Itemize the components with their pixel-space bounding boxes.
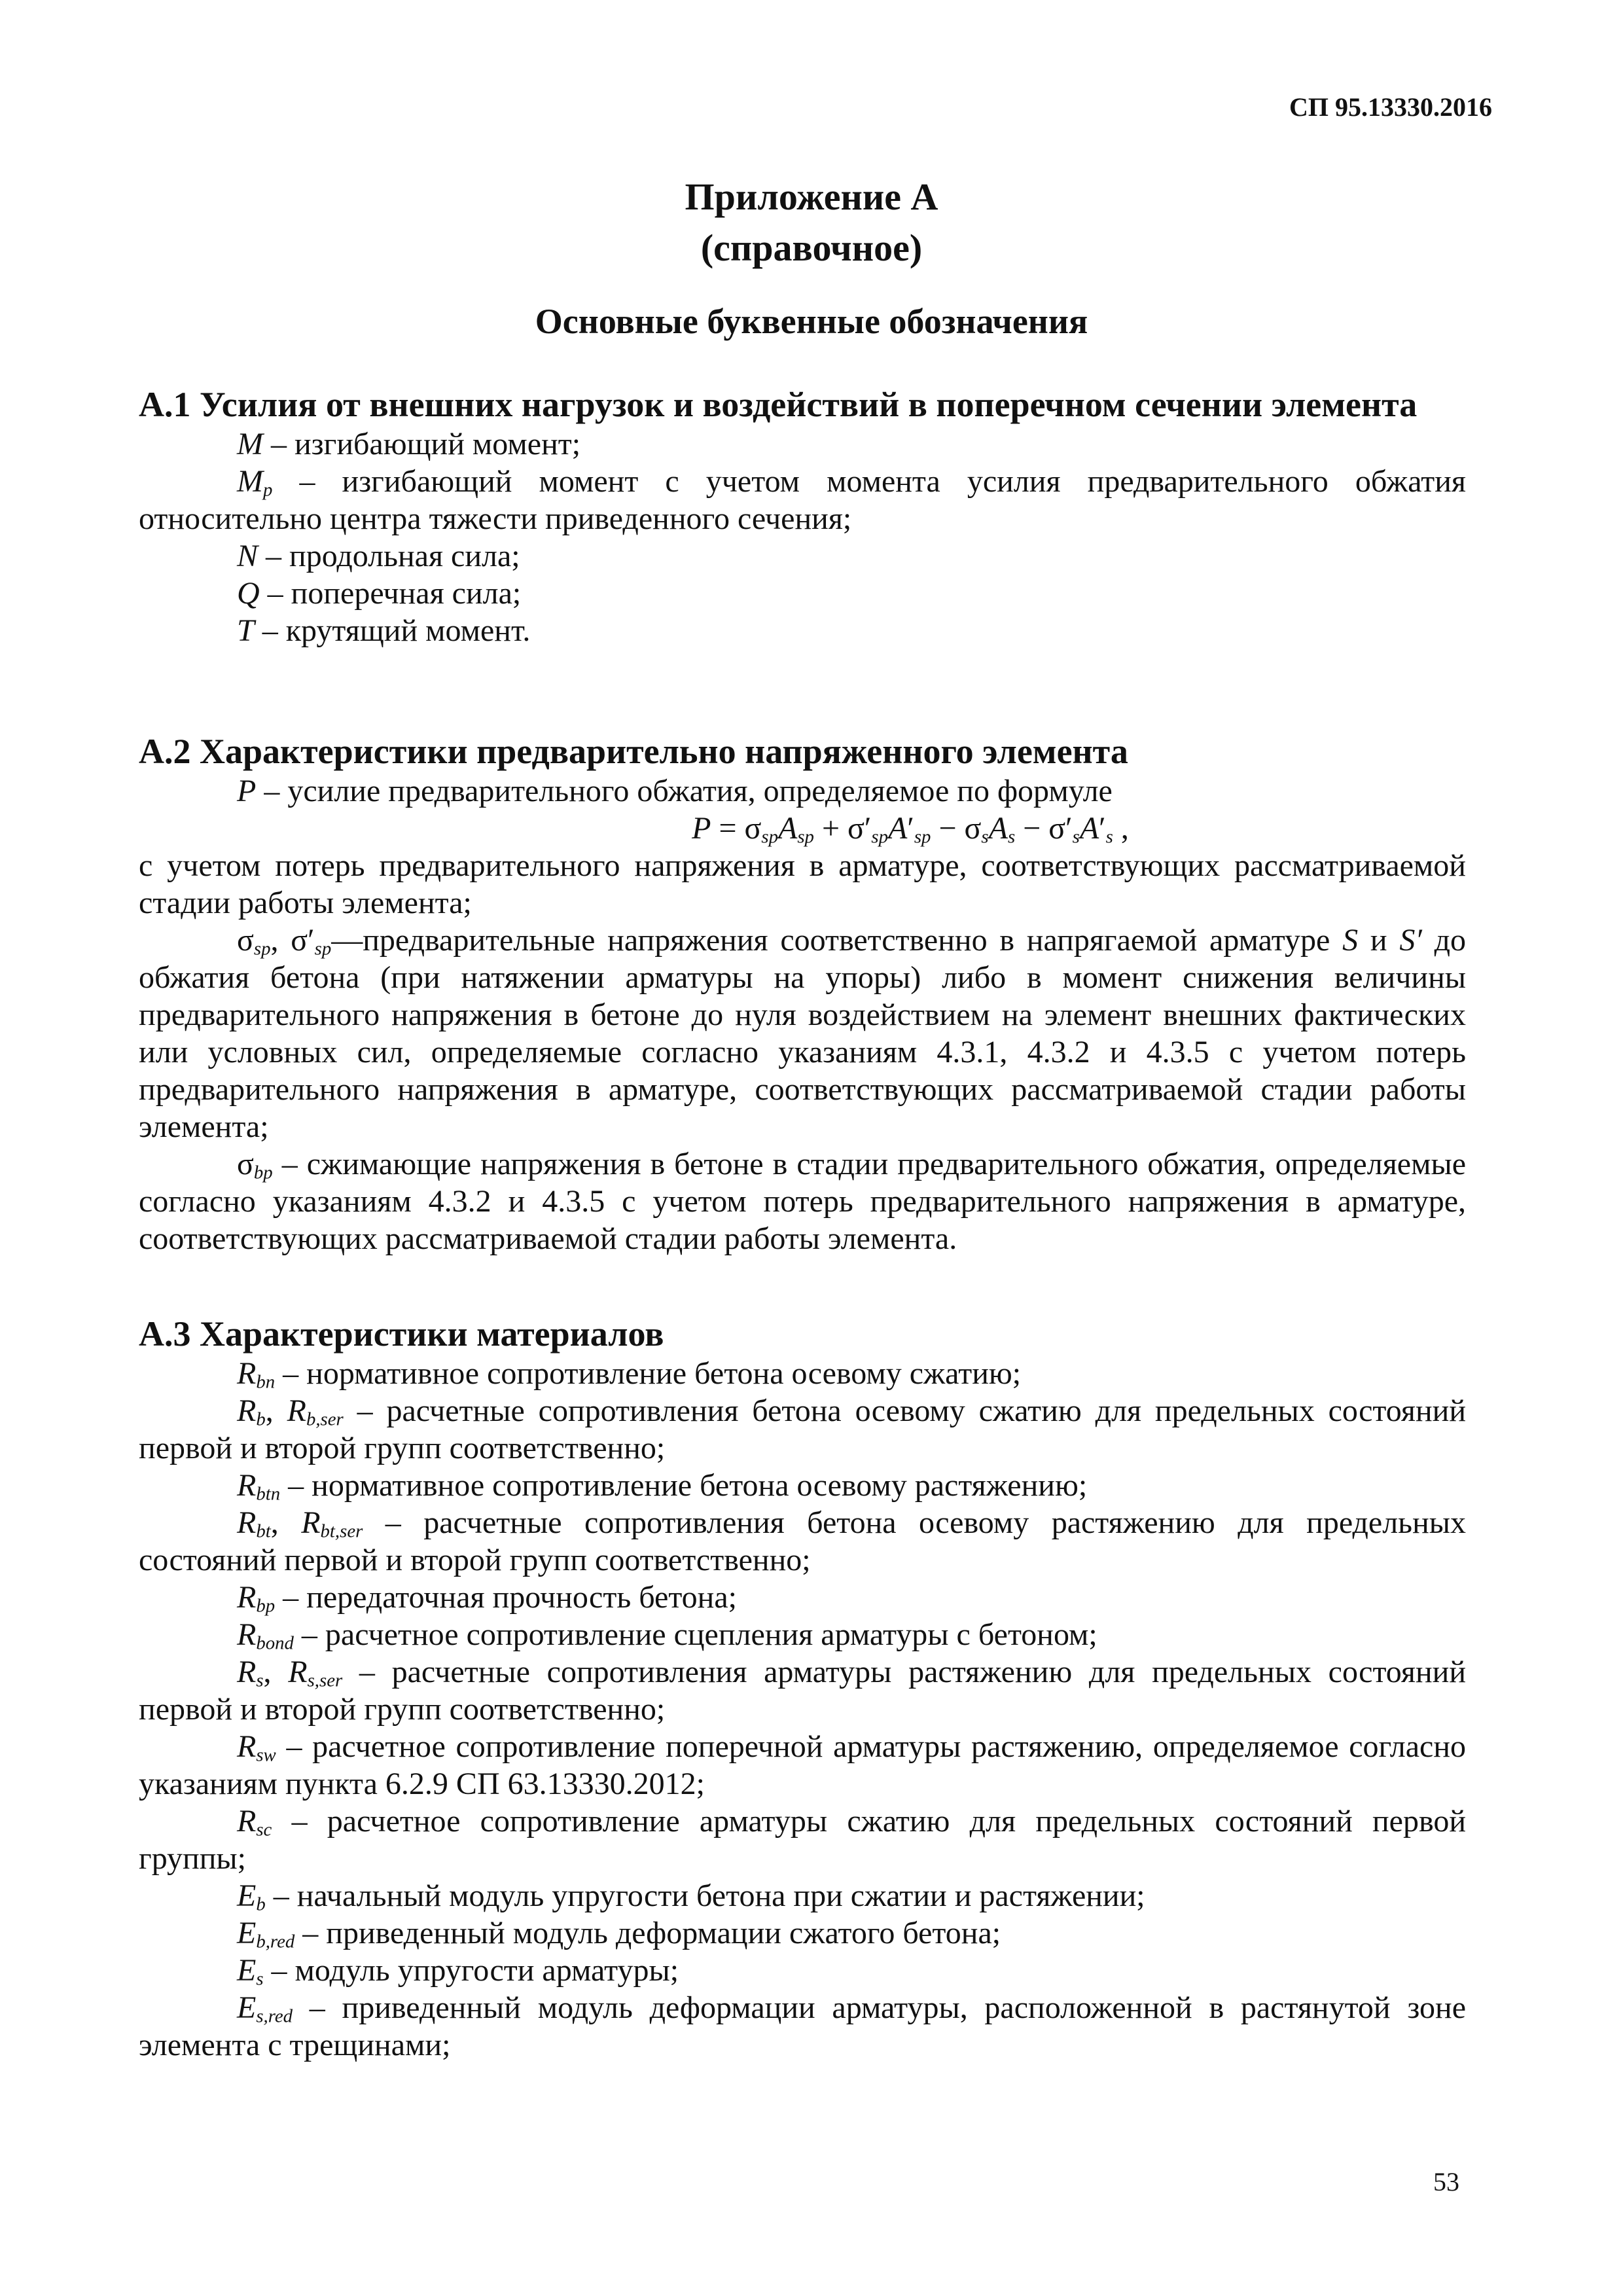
definition-P: P – усилие предварительного обжатия, определяемое по формуле <box>237 774 1113 808</box>
definition-T: T – крутящий момент. <box>237 613 531 648</box>
definition-Rbtn: $R_{btn}$ – нормативное сопротивление бетона осевому растяжению; <box>237 1468 1088 1505</box>
definition-Mp: $M_p$ – изгибающий момент с учетом момента усилия предварительного обжатия относительно центра тяжести приведенного сечения; <box>139 464 1467 536</box>
section-a3-heading: А.3 Характеристики материалов <box>139 1314 664 1354</box>
appendix-title: Приложение А <box>685 175 938 218</box>
definition-Rs: $R_s$, $R_{s,ser}$ – расчетные сопротивления арматуры растяжению для предельных состояний первой и второй групп соответственно; <box>139 1655 1467 1727</box>
definition-Eb: $E_b$ – начальный модуль упругости бетона при сжатии и растяжении; <box>237 1878 1145 1915</box>
appendix-heading <box>0 171 1623 274</box>
section-a2 <box>139 730 1466 1257</box>
definition-Rb: $R_b$, $R_{b,ser}$ – расчетные сопротивления бетона осевому сжатию для предельных состояний первой и второй групп соответственно; <box>139 1393 1467 1465</box>
prestress-formula: $P = \sigma_{sp}A_{sp} + \sigma'_{sp}A'_{sp} - \sigma_sA_s - \sigma'_sA'_s$ , <box>692 811 1129 848</box>
definition-Es: $E_s$ – модуль упругости арматуры; <box>237 1953 679 1990</box>
section-a2-heading: А.2 Характеристики предварительно напряженного элемента <box>139 732 1128 771</box>
appendix-subtitle: (справочное) <box>700 226 923 269</box>
definition-Ebred: $E_{b,red}$ – приведенный модуль деформации сжатого бетона; <box>237 1916 1001 1952</box>
section-title: Основные буквенные обозначения <box>535 302 1088 341</box>
section-a3 <box>139 1313 1466 2064</box>
page-number: 53 <box>1433 2167 1459 2197</box>
definition-Esred: $E_{s,red}$ – приведенный модуль деформации арматуры, расположенной в растянутой зоне элемента с трещинами; <box>139 1990 1467 2062</box>
section-a1-heading: А.1 Усилия от внешних нагрузок и воздействий в поперечном сечении элемента <box>139 385 1418 424</box>
section-a1 <box>139 384 1466 649</box>
definition-Rsc: $R_{sc}$ – расчетное сопротивление арматуры сжатию для предельных состояний первой группы; <box>139 1804 1467 1876</box>
definition-N: N – продольная сила; <box>237 539 520 573</box>
definition-sigma-sp: $\sigma_{sp}$, $\sigma'_{sp}—предварительные$ напряжения соответственно в напрягаемой арматуре S и S′ до обжатия бетона (при натяжении арматуры на упоры) либо в момент снижения величины предварительного напряжения в бетоне до нуля воздействием на элемент внешних фактических или условных сил, определяемые согласно указаниям 4.3.1, 4.3.2 и 4.3.5 с учетом потерь предварительного напряжения в арматуре, соответствующих рассматриваемой стадии работы элемента; <box>139 923 1467 1144</box>
definition-Rbond: $R_{bond}$ – расчетное сопротивление сцепления арматуры с бетоном; <box>237 1617 1097 1654</box>
definition-Rbn: $R_{bn}$ – нормативное сопротивление бетона осевому сжатию; <box>237 1356 1022 1393</box>
definition-Rbt: $R_{bt}$, $R_{bt,ser}$ – расчетные сопротивления бетона осевому растяжению для предельных состояний первой и второй групп соответственно; <box>139 1505 1467 1577</box>
definition-sigma-bp: $\sigma_{bp}$ – сжимающие напряжения в бетоне в стадии предварительного обжатия, определяемые согласно указаниям 4.3.2 и 4.3.5 с учетом потерь предварительного напряжения в арматуре, соответствующих рассматриваемой стадии работы элемента. <box>139 1147 1467 1256</box>
definition-Q: Q – поперечная сила; <box>237 576 522 611</box>
definition-Rsw: $R_{sw}$ – расчетное сопротивление поперечной арматуры растяжению, определяемое согласно указаниям пункта 6.2.9 СП 63.13330.2012; <box>139 1729 1467 1801</box>
definition-Rbp: $R_{bp}$ – передаточная прочность бетона; <box>237 1580 737 1617</box>
definition-M: M – изгибающий момент; <box>237 427 581 461</box>
formula-explanation: с учетом потерь предварительного напряжения в арматуре, соответствующих рассматриваемой стадии работы элемента; <box>139 848 1466 920</box>
document-code: СП 95.13330.2016 <box>1289 92 1492 122</box>
